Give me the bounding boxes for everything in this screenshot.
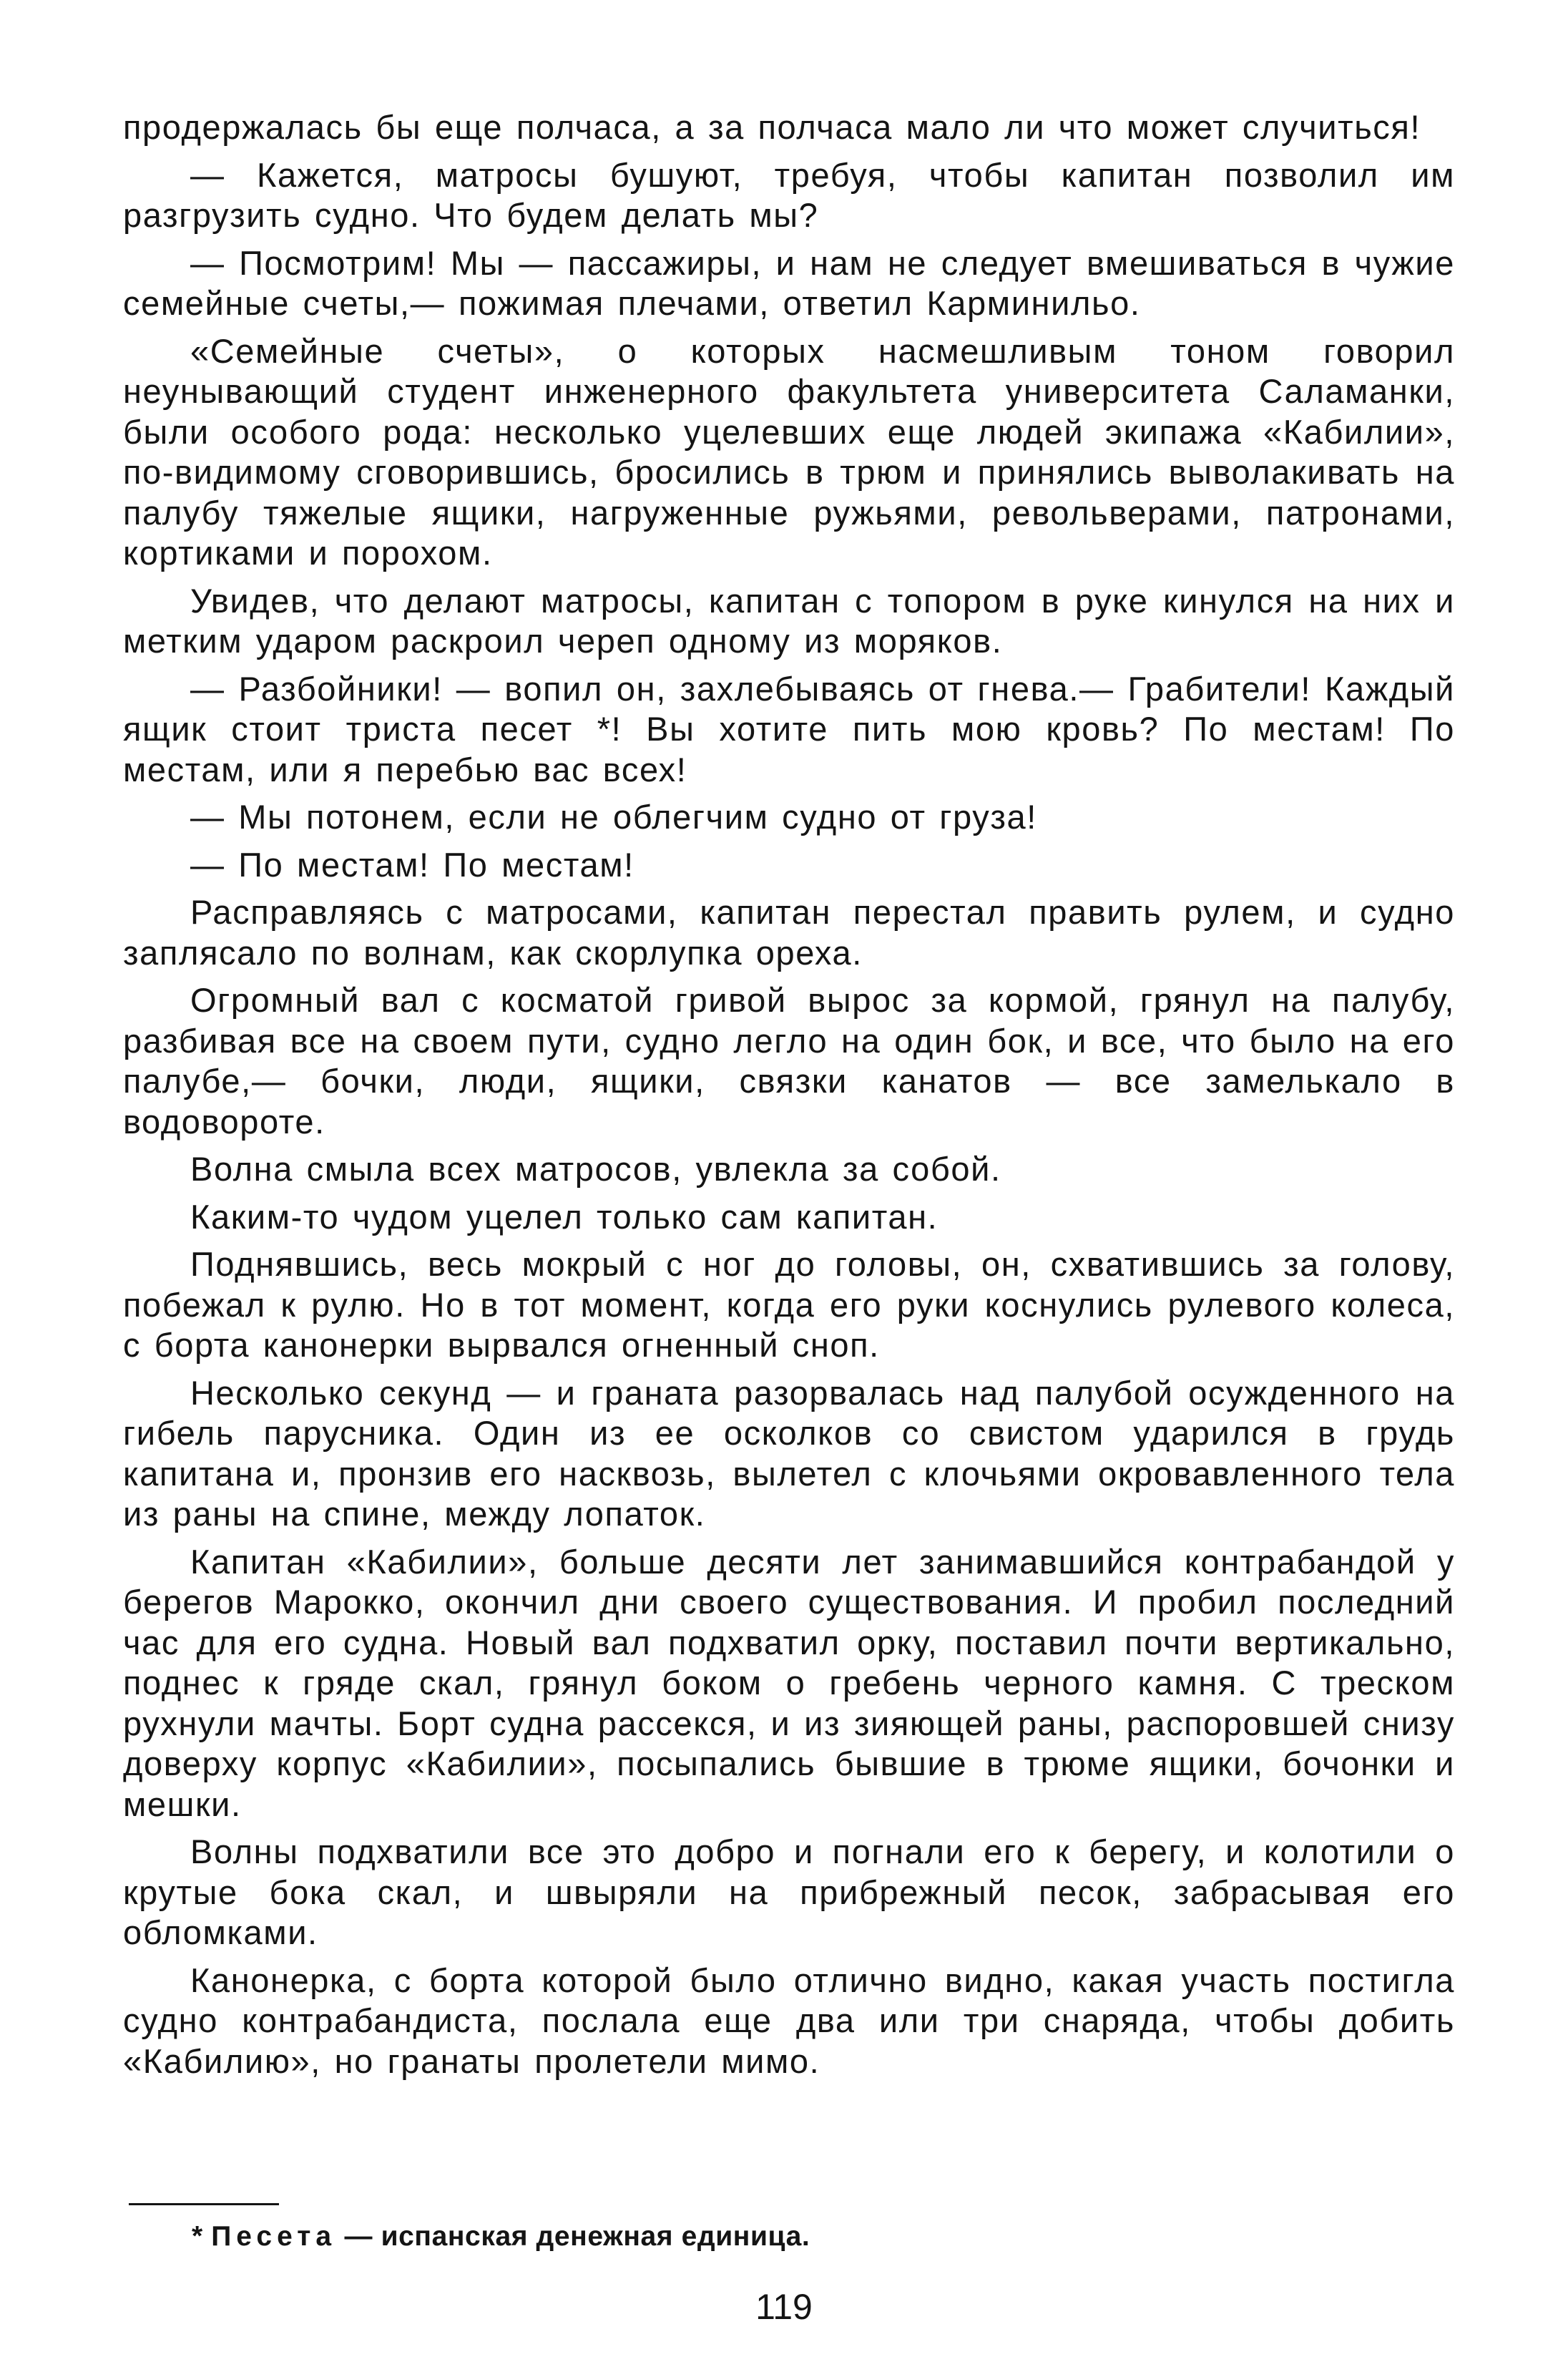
paragraph-1: продержалась бы еще полчаса, а за полчаса мало ли что может случиться! — [123, 108, 1421, 146]
page-number: 119 — [755, 2287, 813, 2327]
footnote-definition: — испанская денежная единица. — [336, 2221, 810, 2252]
paragraph-3: — Посмотрим! Мы — пассажиры, и нам не следует вмешиваться в чужие семейные счеты,— пожимая плечами, ответил Карминильо. — [123, 243, 1455, 322]
main-text — [123, 107, 1455, 2089]
paragraph-14: Несколько секунд — и граната разорвалась над палубой осужденного на гибель парусника. Один из ее осколков со свистом ударился в грудь капитана и, пронзив его насквозь, вылетел с клочьями окровавленного тела из раны на спине, между лопаток. — [123, 1373, 1455, 1533]
paragraph-5: Увидев, что делают матросы, капитан с топором в руке кинулся на них и метким ударом раскроил череп одному из моряков. — [123, 581, 1455, 660]
paragraph-11: Волна смыла всех матросов, увлекла за собой. — [190, 1150, 1001, 1188]
footnote-marker: * — [192, 2221, 212, 2252]
paragraph-8: — По местам! По местам! — [190, 845, 634, 884]
paragraph-13: Поднявшись, весь мокрый с ног до головы, он, схватившись за голову, побежал к рулю. Но в тот момент, когда его руки коснулись рулевого колеса, с борта канонерки вырвался огненный сноп. — [123, 1245, 1455, 1364]
paragraph-12: Каким-то чудом уцелел только сам капитан. — [190, 1197, 939, 1236]
paragraph-17: Канонерка, с борта которой было отлично видно, какая участь постигла судно контрабандиста, послала еще два или три снаряда, чтобы добить «Кабилию», но гранаты пролетели мимо. — [123, 1961, 1455, 2080]
footnote — [192, 2220, 1408, 2254]
paragraph-6: — Разбойники! — вопил он, захлебываясь от гнева.— Грабители! Каждый ящик стоит триста песет *! Вы хотите пить мою кровь? По местам! По местам, или я перебью вас всех! — [123, 669, 1455, 789]
paragraph-15: Капитан «Кабилии», больше десяти лет занимавшийся контрабандой у берегов Марокко, окончил дни своего существования. И пробил последний час для его судна. Новый вал подхватил орку, поставил почти вертикально, поднес к гряде скал, грянул боком о гребень черного камня. С треском рухнули мачты. Борт судна рассекся, и из зияющей раны, распоровшей снизу доверху корпус «Кабилии», посыпались бывшие в трюме ящики, бочонки и мешки. — [123, 1542, 1455, 1823]
paragraph-7: — Мы потонем, если не облегчим судно от груза! — [190, 798, 1037, 836]
footnote-divider — [129, 2203, 279, 2205]
paragraph-16: Волны подхватили все это добро и погнали его к берегу, и колотили о крутые бока скал, и швыряли на прибрежный песок, забрасывая его обломками. — [123, 1832, 1455, 1951]
paragraph-10: Огромный вал с косматой гривой вырос за кормой, грянул на палубу, разбивая все на своем пути, судно легло на один бок, и все, что было на его палубе,— бочки, люди, ящики, связки канатов — все замелькало в водовороте. — [123, 981, 1455, 1141]
paragraph-4: «Семейные счеты», о которых насмешливым тоном говорил неунывающий студент инженерного факультета университета Саламанки, были особого рода: несколько уцелевших еще людей экипажа «Кабилии», по-видимому сговорившись, бросились в трюм и принялись выволакивать на палубу тяжелые ящики, нагруженные ружьями, револьверами, патронами, кортиками и порохом. — [123, 331, 1455, 572]
paragraph-2: — Кажется, матросы бушуют, требуя, чтобы капитан позволил им разгрузить судно. Что будем делать мы? — [123, 155, 1455, 234]
paragraph-9: Расправляясь с матросами, капитан перестал править рулем, и судно заплясало по волнам, как скорлупка ореха. — [123, 893, 1455, 972]
footnote-term: Песета — [211, 2221, 337, 2252]
